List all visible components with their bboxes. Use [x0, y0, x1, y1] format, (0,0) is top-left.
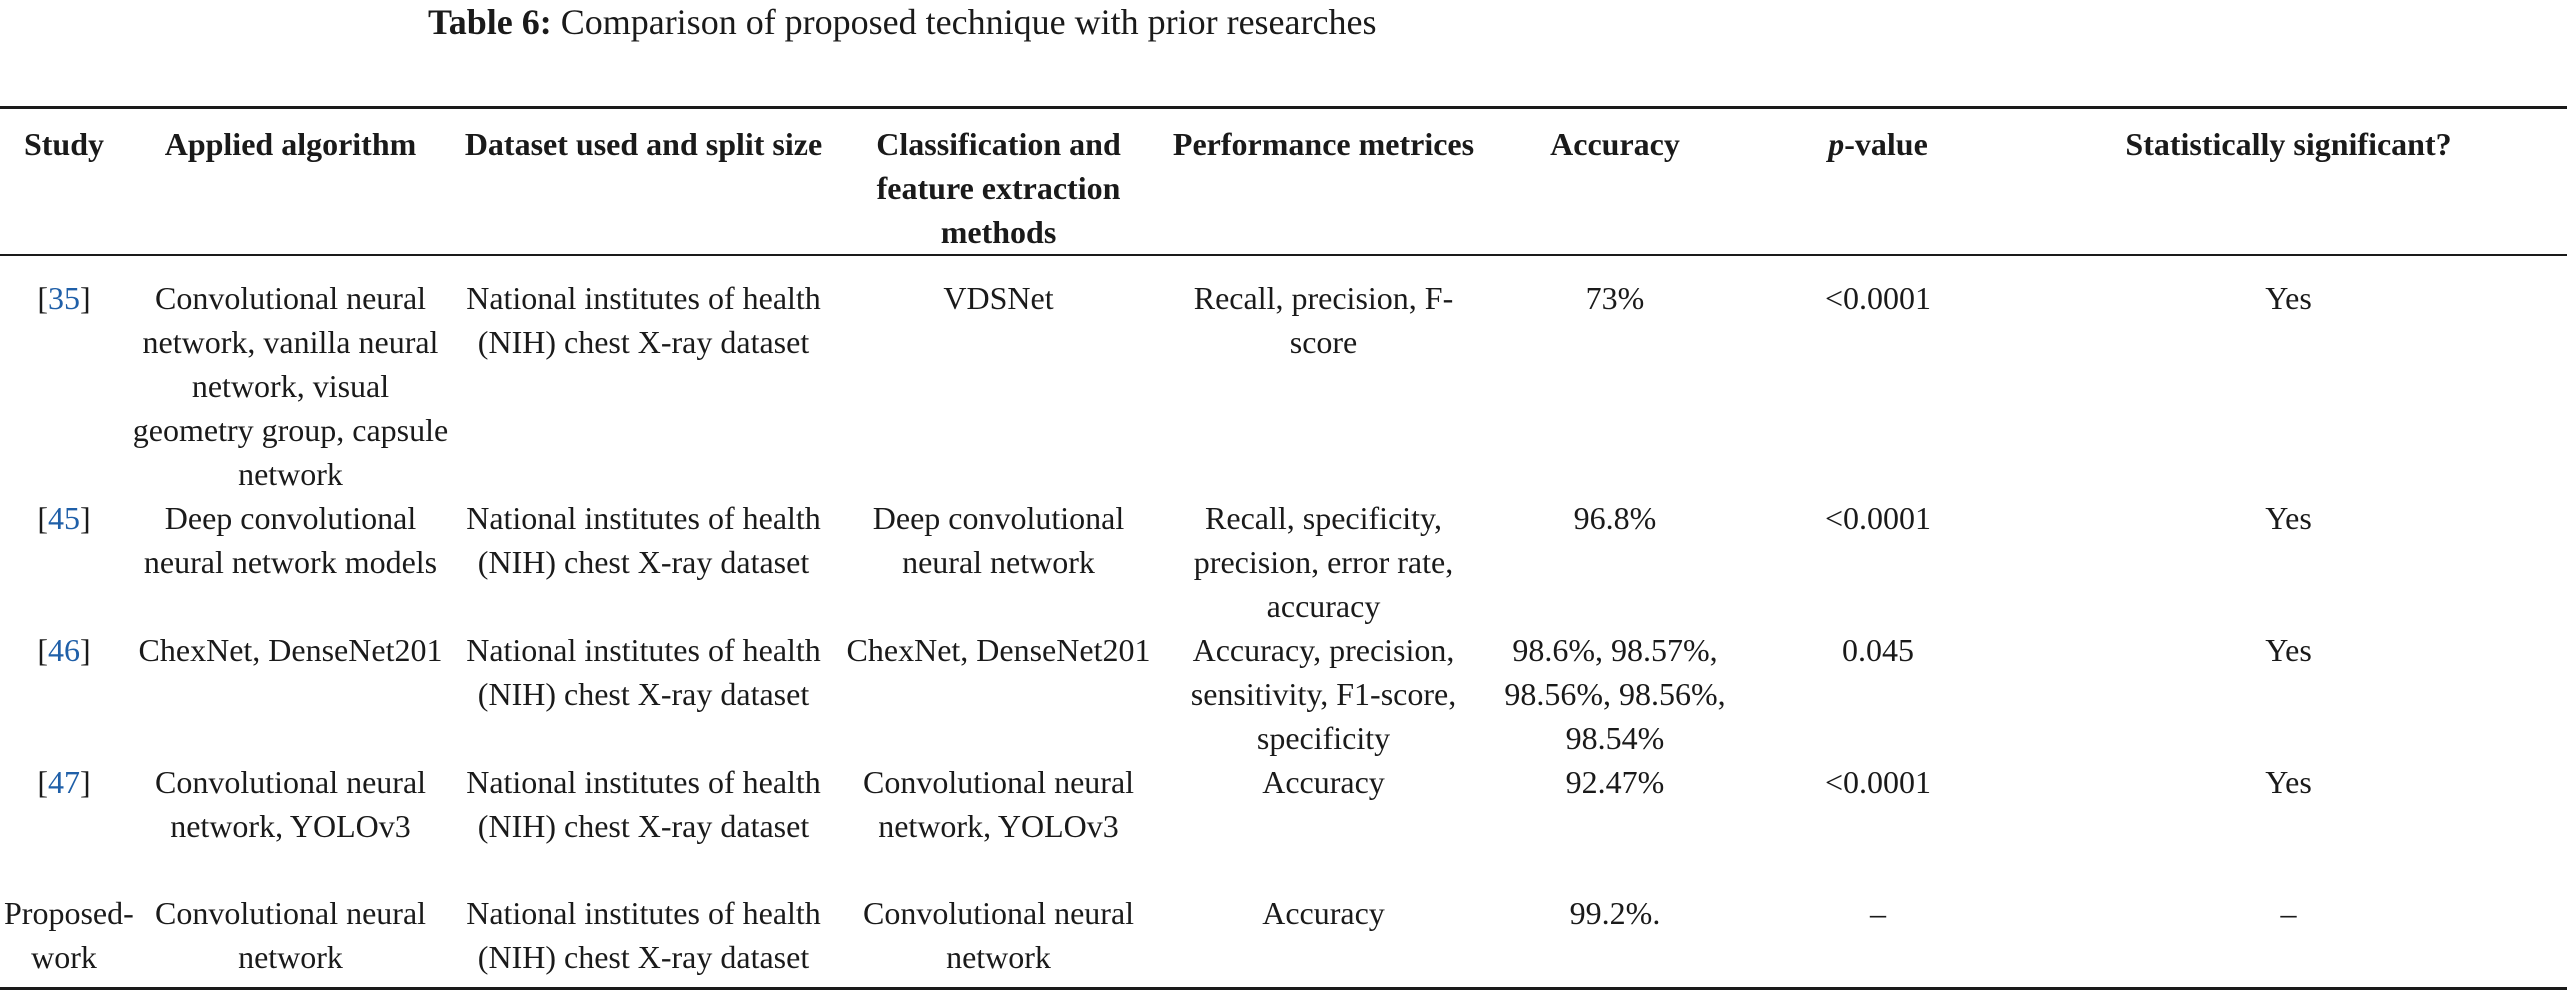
cell-classification: VDSNet [943, 280, 1054, 316]
citation-link[interactable]: 35 [48, 280, 80, 316]
header-p-value [1746, 108, 2010, 256]
cell-study: [45] [37, 500, 91, 536]
cell-p-value: 0.045 [1842, 632, 1914, 668]
citation-link[interactable]: 45 [48, 500, 80, 536]
cell-performance: Accuracy, precision, sensitivity, F1-score, specificity [1190, 632, 1457, 756]
cell-performance: Recall, specificity, precision, error rate, accuracy [1193, 500, 1454, 624]
citation-link[interactable]: 47 [48, 764, 80, 800]
citation-link[interactable]: 46 [48, 632, 80, 668]
table-caption-label: Table 6: [428, 2, 552, 42]
header-p-value-suffix: -value [1844, 126, 1928, 162]
cell-algorithm: ChexNet, DenseNet201 [138, 632, 443, 668]
cell-dataset: National institutes of health (NIH) chest X-ray dataset [466, 764, 821, 844]
cell-algorithm: Convolutional neural network, vanilla neural network, visual geometry group, capsule network [132, 280, 449, 492]
cell-dataset: National institutes of health (NIH) chest X-ray dataset [466, 500, 821, 580]
cell-significant: Yes [2265, 632, 2312, 668]
cell-classification: Convolutional neural network, YOLOv3 [862, 764, 1135, 844]
cell-classification: Convolutional neural network [834, 891, 1163, 988]
cell-study: [35] [37, 280, 91, 316]
cell-dataset: National institutes of health (NIH) chest X-ray dataset [466, 280, 821, 360]
cell-classification: Deep convolutional neural network [872, 500, 1125, 580]
cell-algorithm: Convolutional neural network [128, 891, 453, 988]
header-performance: Performance metrices [1163, 108, 1484, 256]
header-p-value-p: p [1828, 126, 1845, 162]
cell-significant: Yes [2265, 500, 2312, 536]
cell-performance: Recall, precision, F-score [1193, 280, 1454, 360]
header-statistically-significant: Statistically significant? [2010, 108, 2567, 256]
comparison-table [0, 106, 2567, 990]
header-dataset: Dataset used and split size [453, 108, 834, 256]
table-row [0, 760, 2567, 891]
table-row [0, 255, 2567, 496]
table-row [0, 496, 2567, 628]
cell-performance: Accuracy [1163, 891, 1484, 988]
cell-p-value: <0.0001 [1824, 764, 1932, 800]
cell-classification: ChexNet, DenseNet201 [846, 632, 1151, 668]
table-caption-text: Comparison of proposed technique with prior researches [560, 2, 1377, 42]
header-applied-algorithm: Applied algorithm [128, 108, 453, 256]
cell-dataset: National institutes of health (NIH) chest X-ray dataset [466, 632, 821, 712]
cell-accuracy: 98.6%, 98.57%, 98.56%, 98.56%, 98.54% [1504, 632, 1726, 756]
table-header-row [0, 108, 2567, 256]
cell-study: [47] [37, 764, 91, 800]
cell-significant: Yes [2265, 280, 2312, 316]
cell-accuracy: 92.47% [1565, 764, 1665, 800]
cell-study: Proposed-work [0, 891, 128, 988]
cell-dataset: National institutes of health (NIH) chest X-ray dataset [453, 891, 834, 988]
cell-significant: – [2010, 891, 2567, 988]
header-classification: Classification and feature extraction methods [834, 108, 1163, 256]
table-row [0, 891, 2567, 988]
cell-accuracy: 73% [1585, 280, 1645, 316]
header-accuracy: Accuracy [1484, 108, 1746, 256]
cell-p-value: <0.0001 [1824, 500, 1932, 536]
header-study: Study [0, 108, 128, 256]
cell-study: [46] [37, 632, 91, 668]
cell-accuracy: 99.2%. [1484, 891, 1746, 988]
table-row [0, 628, 2567, 760]
cell-algorithm: Convolutional neural network, YOLOv3 [154, 764, 427, 844]
cell-p-value: – [1746, 891, 2010, 988]
cell-significant: Yes [2265, 764, 2312, 800]
cell-performance: Accuracy [1262, 764, 1385, 800]
table-caption [428, 0, 1376, 44]
cell-p-value: <0.0001 [1824, 280, 1932, 316]
cell-algorithm: Deep convolutional neural network models [143, 500, 438, 580]
cell-accuracy: 96.8% [1573, 500, 1657, 536]
